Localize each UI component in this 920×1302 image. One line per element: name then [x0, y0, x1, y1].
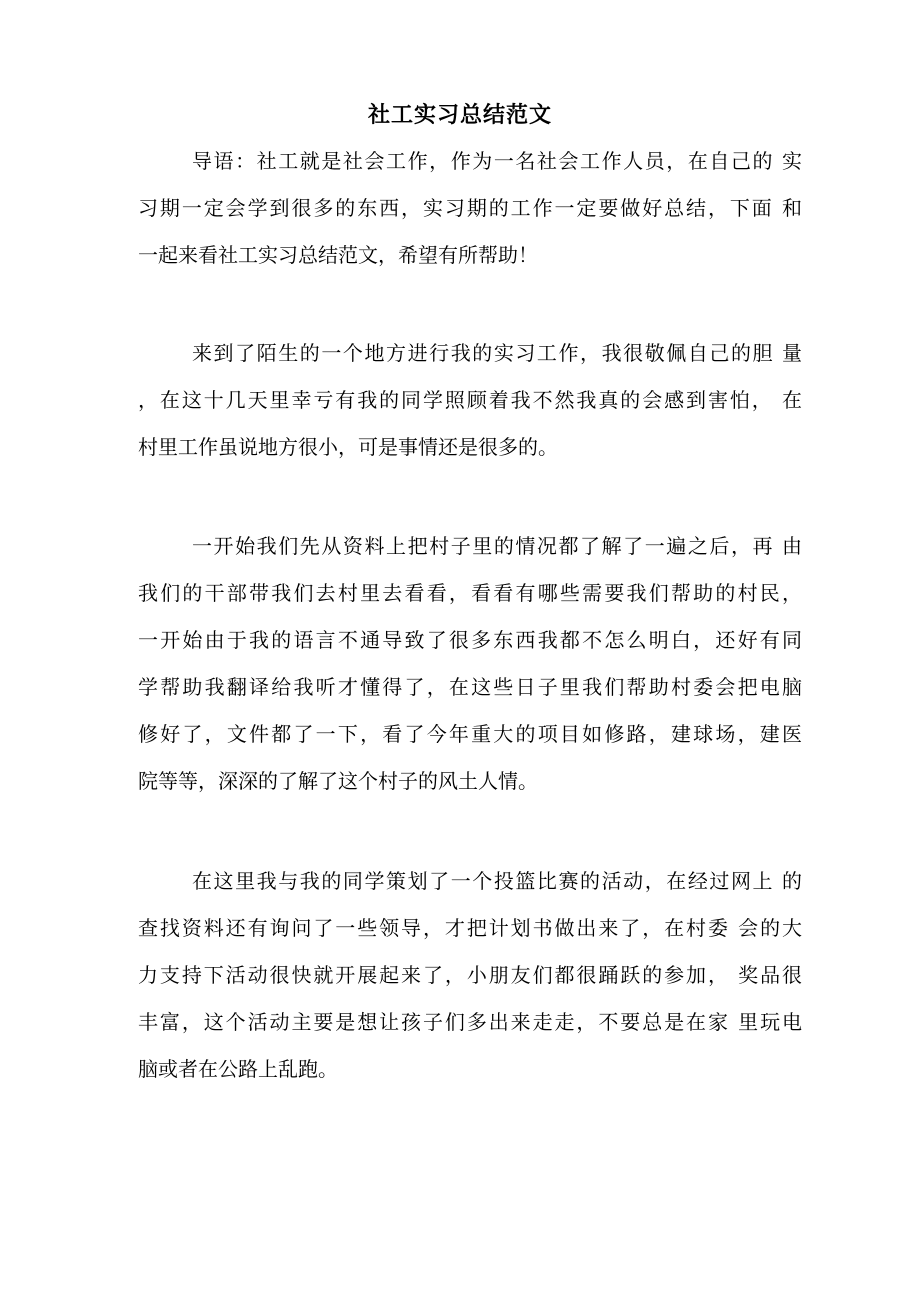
- text-line: 院等等，深深的了解了这个村子的风土人情。: [138, 769, 538, 793]
- text-line: 来到了陌生的一个地方进行我的实习工作，我很敬佩自己的胆 量: [192, 341, 802, 365]
- text-line: 修好了，文件都了一下，看了今年重大的项目如修路，建球场，建医: [138, 722, 802, 746]
- paragraph-arrival: [138, 330, 802, 471]
- document-title: 社工实习总结范文: [367, 102, 552, 128]
- paragraph-village-work: [138, 523, 802, 805]
- text-line: 导语：社工就是社会工作，作为一名社会工作人员，在自己的 实: [192, 149, 802, 173]
- text-line: 习期一定会学到很多的东西，实习期的工作一定要做好总结，下面 和: [138, 196, 802, 220]
- text-line: 我们的干部带我们去村里去看看，看看有哪些需要我们帮助的村民，: [138, 581, 802, 605]
- text-line: 力支持下活动很快就开展起来了，小朋友们都很踊跃的参加， 奖品很: [138, 963, 802, 987]
- text-line: 查找资料还有询问了一些领导，才把计划书做出来了，在村委 会的大: [138, 916, 802, 940]
- paragraph-intro: [138, 138, 802, 279]
- text-line: ，在这十几天里幸亏有我的同学照顾着我不然我真的会感到害怕， 在: [138, 388, 802, 412]
- paragraph-basketball-event: [138, 858, 802, 1093]
- text-line: 村里工作虽说地方很小，可是事情还是很多的。: [138, 435, 558, 459]
- text-line: 一开始由于我的语言不通导致了很多东西我都不怎么明白，还好有同: [138, 628, 802, 652]
- text-line: 一起来看社工实习总结范文，希望有所帮助！: [138, 243, 538, 267]
- text-line: 一开始我们先从资料上把村子里的情况都了解了一遍之后，再 由: [192, 534, 802, 558]
- text-line: 在这里我与我的同学策划了一个投篮比赛的活动，在经过网上 的: [192, 869, 802, 893]
- text-line: 脑或者在公路上乱跑。: [138, 1057, 338, 1081]
- text-line: 学帮助我翻译给我听才懂得了，在这些日子里我们帮助村委会把电脑: [138, 675, 802, 699]
- text-line: 丰富，这个活动主要是想让孩子们多出来走走，不要总是在家 里玩电: [138, 1010, 802, 1034]
